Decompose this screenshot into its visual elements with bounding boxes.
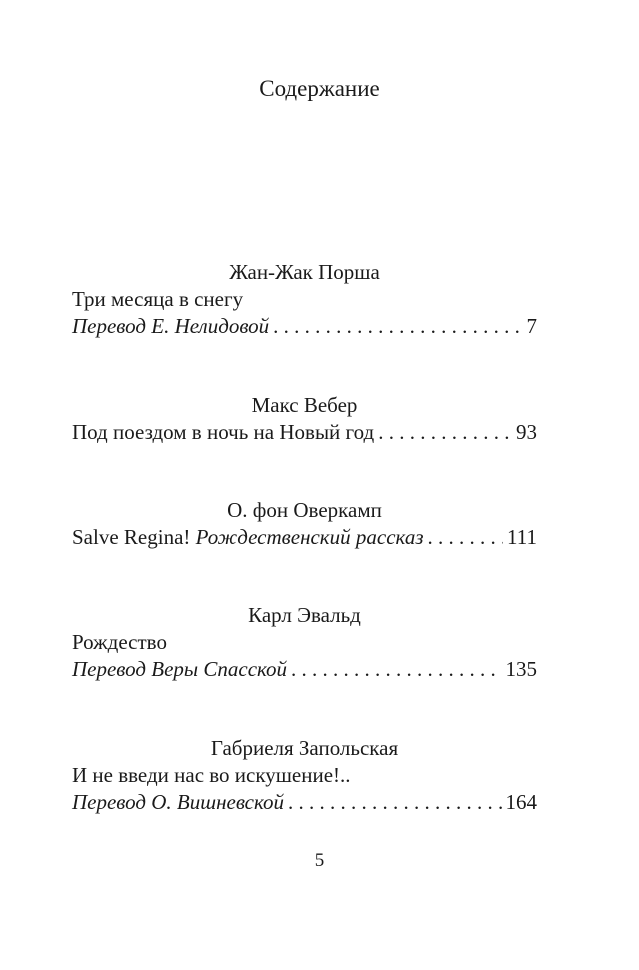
entry-author: Карл Эвальд <box>248 603 361 627</box>
entry-work-line <box>72 762 537 789</box>
entry-work-line <box>72 629 537 656</box>
entry-note-line <box>72 789 537 816</box>
entry-author: Габриеля Запольская <box>210 736 399 760</box>
entry-author: Жан-Жак Порша <box>229 260 380 284</box>
toc-entry <box>72 602 537 683</box>
entry-author: Макс Вебер <box>251 393 358 417</box>
toc-entry <box>72 392 537 446</box>
toc-entry <box>72 259 537 340</box>
entry-note-line <box>72 313 537 340</box>
toc-entry <box>72 735 537 816</box>
entry-work-title: Salve Regina! <box>72 525 191 549</box>
dot-leader <box>291 656 501 683</box>
page-title: Содержание <box>259 76 380 101</box>
entry-work-subtitle: Рождественский рассказ <box>195 525 424 549</box>
page-number: 5 <box>314 850 325 871</box>
toc-entry <box>72 497 537 551</box>
entry-work-title: Три месяца в снегу <box>72 287 244 311</box>
entry-translator: Перевод Е. Нелидовой <box>72 314 270 338</box>
entry-note-line <box>72 656 537 683</box>
entry-page-number: 164 <box>505 790 537 814</box>
entry-page-number: 135 <box>505 657 537 681</box>
entry-page-number: 7 <box>526 314 537 338</box>
entry-page-number: 93 <box>516 420 537 444</box>
entry-work-title: Рождество <box>72 630 167 654</box>
entry-work-line <box>72 524 537 551</box>
entry-author: О. фон Оверкамп <box>227 498 382 522</box>
dot-leader <box>273 313 522 340</box>
dot-leader <box>378 419 512 446</box>
entry-work-line <box>72 419 537 446</box>
entry-page-number: 111 <box>507 525 537 549</box>
entry-translator: Перевод Веры Спасской <box>72 657 288 681</box>
dot-leader <box>288 789 501 816</box>
entry-work-title: И не введи нас во искушение!.. <box>72 763 351 787</box>
entry-work-line <box>72 286 537 313</box>
entry-translator: Перевод О. Вишневской <box>72 790 285 814</box>
entry-work-title: Под поездом в ночь на Новый год <box>72 420 375 444</box>
dot-leader <box>428 524 504 551</box>
